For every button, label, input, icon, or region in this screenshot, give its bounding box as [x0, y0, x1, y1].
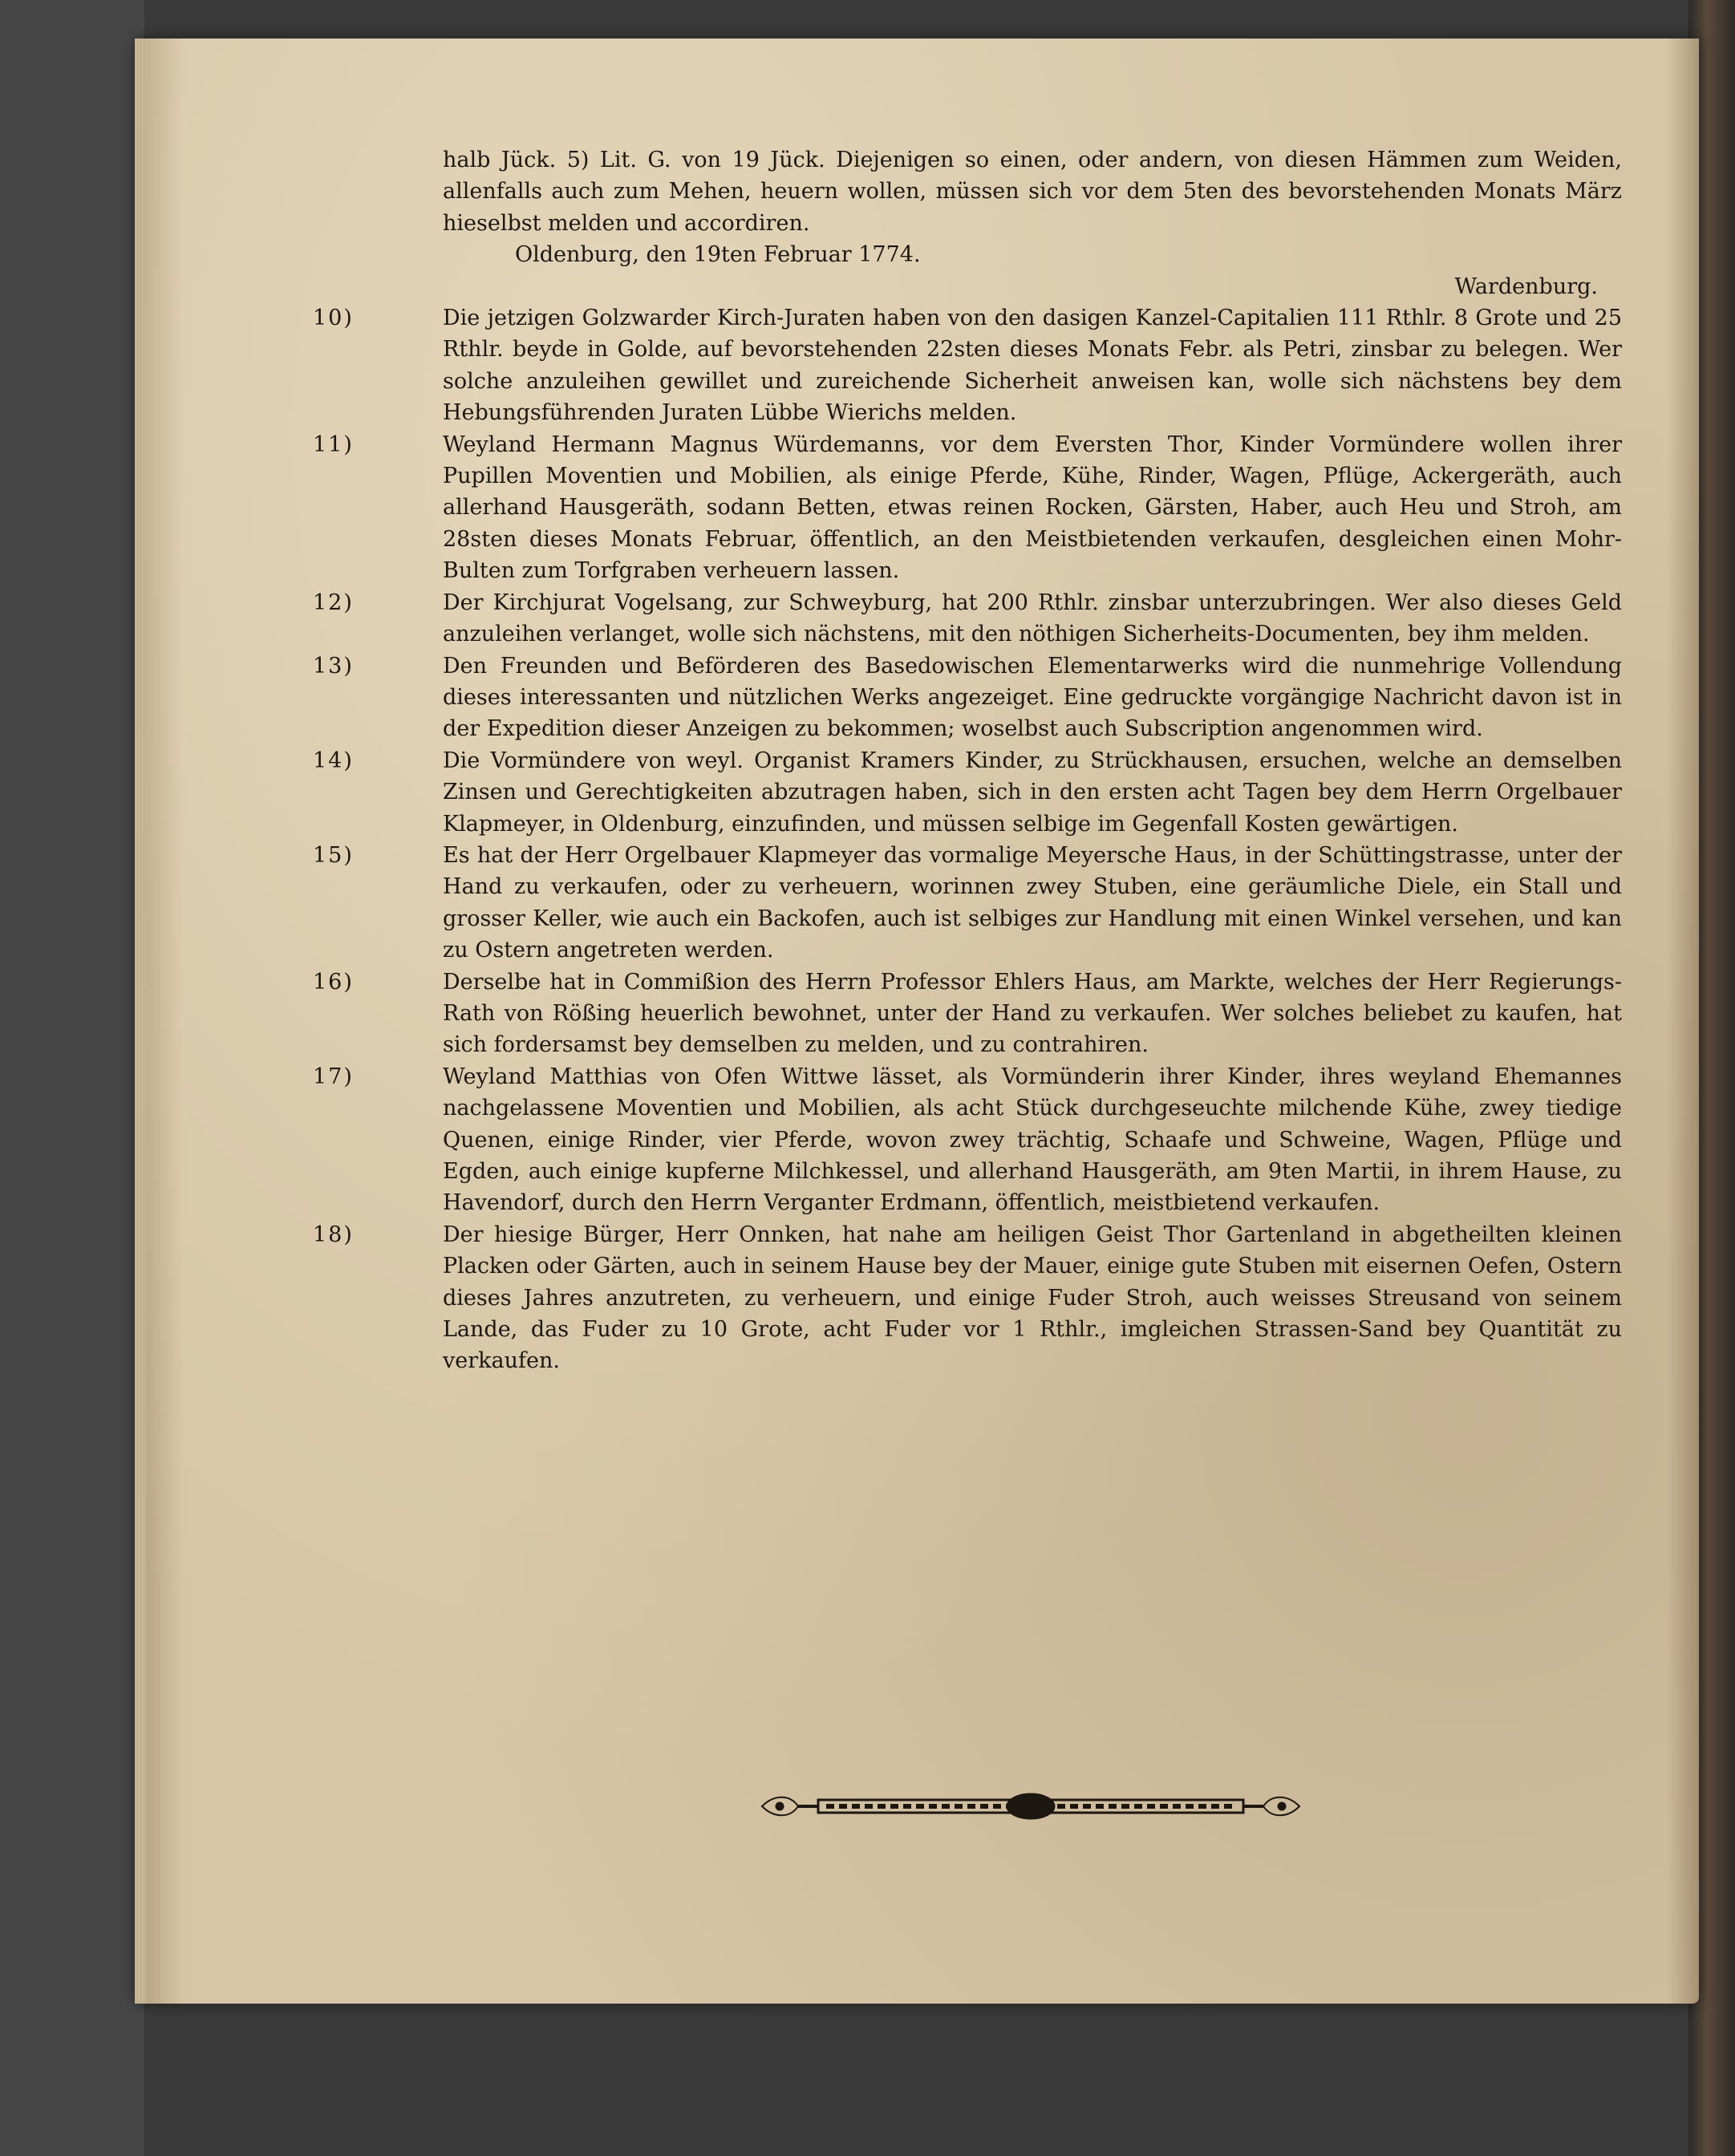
notice-entry-11: [313, 429, 1622, 587]
entry-number: 14): [313, 748, 354, 773]
notice-entry-17: [313, 1061, 1622, 1219]
entry-number: 11): [313, 432, 354, 457]
entry-number: 10): [313, 306, 354, 331]
entry-text: Der hiesige Bürger, Herr Onnken, hat nahe am heiligen Geist Thor Gartenland in abgetheilten kleinen Placken oder Gärten, auch in seinem Hause bey der Mauer, einige gute Stuben mit eisernen Oefen, Ostern dieses Jahres anzutreten, zu verheuern, und einige Fuder Stroh, auch weisses Streusand von seinem Lande, das Fuder zu 10 Grote, acht Fuder vor 1 Rthlr., imgleichen Strassen-Sand bey Quantität zu verkaufen.: [443, 1222, 1622, 1374]
scanner-background: [0, 0, 144, 2156]
signature: Wardenburg.: [1454, 274, 1598, 299]
notice-entry-14: [313, 745, 1622, 840]
page-shadow: [1667, 38, 1699, 2004]
notice-entry-12: [313, 587, 1622, 650]
entry-text: Die jetzigen Golzwarder Kirch-Juraten haben von den dasigen Kanzel-Capitalien 111 Rthlr. 8 Grote und 25 Rthlr. beyde in Golde, auf bevorstehenden 22sten dieses Monats Febr. als Petri, zinsbar zu belegen. Wer solche anzuleihen gewillet und zureichende Sicherheit anweisen kan, wolle sich nächstens bey dem Hebungsführenden Juraten Lübbe Wierichs melden.: [443, 306, 1622, 426]
entry-number: 18): [313, 1222, 354, 1247]
entry-text: Weyland Matthias von Ofen Wittwe lässet, als Vormünderin ihrer Kinder, ihres weyland Ehemannes nachgelassene Moventien und Mobilien, als acht Stück durchgeseuchte milchende Kühe, zwey tiedige Quenen, einige Rinder, vier Pferde, wovon zwey trächtig, Schaafe und Schweine, Wagen, Pflüge und Egden, auch einige kupferne Milchkessel, und allerhand Hausgeräth, am 9ten Martii, in ihrem Hause, zu Havendorf, durch den Herrn Verganter Erdmann, öffentlich, meistbietend verkaufen.: [443, 1064, 1622, 1216]
entry-text: Die Vormündere von weyl. Organist Kramers Kinder, zu Strückhausen, ersuchen, welche an demselben Zinsen und Gerechtigkeiten abzutragen haben, sich in den ersten acht Tagen bey dem Herrn Orgelbauer Klapmeyer, in Oldenburg, einzufinden, und müssen selbige im Gegenfall Kosten gewärtigen.: [443, 748, 1622, 837]
entry-number: 17): [313, 1064, 354, 1089]
page-stack-edge: [135, 38, 146, 2004]
place-date-line: Oldenburg, den 19ten Februar 1774.: [515, 242, 921, 268]
entry-number: 15): [313, 842, 354, 868]
notice-entry-13: [313, 650, 1622, 745]
entry-text: Es hat der Herr Orgelbauer Klapmeyer das vormalige Meyersche Haus, in der Schüttingstrasse, unter der Hand zu verkaufen, oder zu verheuern, worinnen zwey Stuben, eine geräumliche Diele, ein Stall und grosser Keller, wie auch ein Backofen, auch ist selbiges zur Handlung mit einen Winkel versehen, und kan zu Ostern angetreten werden.: [443, 842, 1622, 963]
notice-entry-15: [313, 840, 1622, 967]
notice-entry-16: [313, 967, 1622, 1061]
entry-number: 16): [313, 969, 354, 995]
notice-entry-18: [313, 1219, 1622, 1377]
entry-text: Der Kirchjurat Vogelsang, zur Schweyburg, hat 200 Rthlr. zinsbar unterzubringen. Wer also dieses Geld anzuleihen verlanget, wolle sich nächstens, mit den nöthigen Sicherheits-Documenten, bey ihm melden.: [443, 590, 1622, 647]
notice-entry-10: [313, 302, 1622, 429]
entry-text: Den Freunden und Beförderen des Basedowischen Elementarwerks wird die nunmehrige Vollendung dieses interessanten und nützlichen Werks angezeiget. Eine gedruckte vorgängige Nachricht davon ist in der Expedition dieser Anzeigen zu bekommen; woselbst auch Subscription angenommen wird.: [443, 653, 1622, 742]
entry-text: Derselbe hat in Commißion des Herrn Professor Ehlers Haus, am Markte, welches der Herr Regierungs-Rath von Rößing heuerlich bewohnet, unter der Hand zu verkaufen. Wer solches beliebet zu kaufen, hat sich fordersamst bey demselben zu melden, und zu contrahiren.: [443, 969, 1622, 1058]
intro-paragraph: halb Jück. 5) Lit. G. von 19 Jück. Diejenigen so einen, oder andern, von diesen Hämmen zum Weiden, allenfalls auch zum Mehen, heuern wollen, müssen sich vor dem 5ten des bevorstehenden Monats März hieselbst melden und accordiren.: [443, 148, 1622, 236]
entry-text: Weyland Hermann Magnus Würdemanns, vor dem Eversten Thor, Kinder Vormündere wollen ihrer Pupillen Moventien und Mobilien, als einige Pferde, Kühe, Rinder, Wagen, Pflüge, Ackergeräth, auch allerhand Hausgeräth, sodann Betten, etwas reinen Rocken, Gärsten, Haber, auch Heu und Stroh, am 28sten dieses Monats Februar, öffentlich, an den Meistbietenden verkaufen, desgleichen einen Mohr-Bulten zum Torfgraben verheuern lassen.: [443, 432, 1622, 584]
printer-ornament-icon: [754, 1790, 1307, 1822]
entry-number: 13): [313, 653, 354, 679]
entry-number: 12): [313, 590, 354, 615]
page-text-block: [313, 144, 1622, 1377]
